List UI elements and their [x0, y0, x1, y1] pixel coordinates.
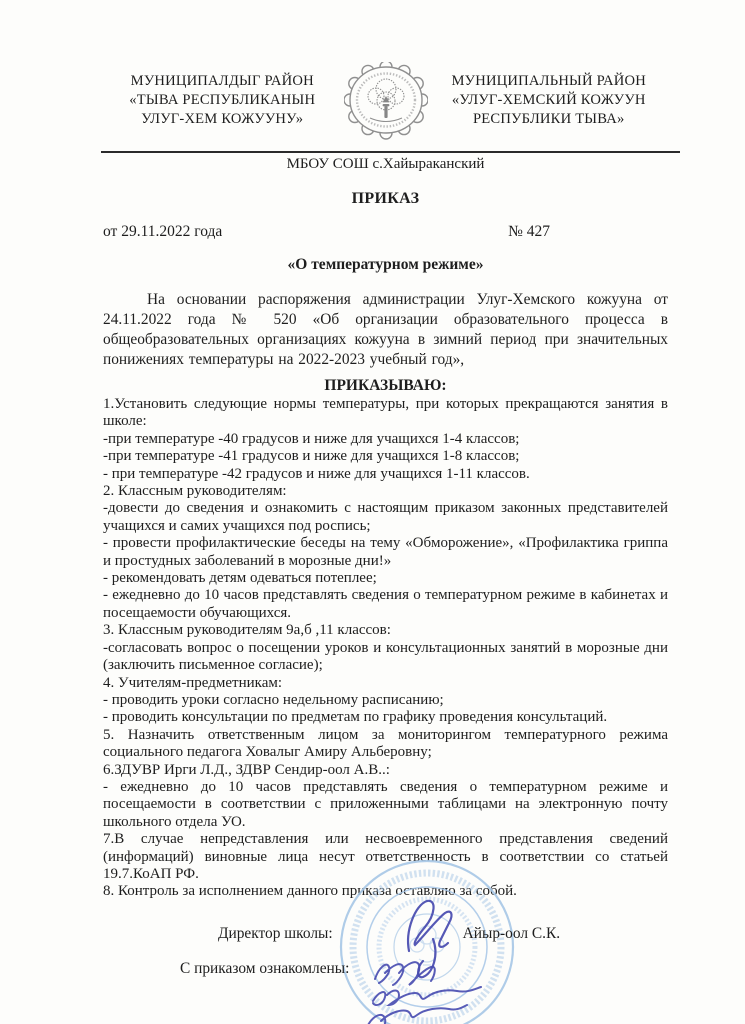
order-item-8: 8. Контроль за исполнением данного приказа оставляю за собой. [103, 883, 517, 900]
acknowledged-label: С приказом ознакомлены: [180, 959, 350, 977]
order-item-3a: -согласовать вопрос о посещении уроков и консультационных занятий в морозные дни (заключить письменное согласие); [103, 639, 668, 674]
order-item-6: 6.ЗДУВР Ирги Л.Д., ЗДВР Сендир-оол А.В..: [103, 761, 390, 778]
org-right-line2: «УЛУГ-ХЕМСКИЙ КОЖУУН [451, 92, 646, 108]
signature-block [103, 925, 668, 978]
org-left-line3: УЛУГ-ХЕМ КОЖУУНУ» [141, 111, 304, 127]
order-item-1a: -при температуре -40 градусов и ниже для учащихся 1-4 классов; [103, 430, 520, 447]
org-name-tuvan [103, 68, 342, 129]
director-label: Директор школы: [218, 924, 333, 942]
order-item-4: 4. Учителям-предметникам: [103, 674, 283, 691]
org-left-line2: «ТЫВА РЕСПУБЛИКАНЫН [129, 92, 316, 108]
org-left-line1: МУНИЦИПАЛДЫГ РАЙОН [130, 73, 314, 89]
coat-of-arms-icon [342, 62, 430, 142]
order-item-2d: - ежедневно до 10 часов представлять сведения о температурном режиме в кабинетах и посещаемости обучающихся. [103, 587, 668, 621]
order-item-1b: -при температуре -41 градусов и ниже для учащихся 1-8 классов; [103, 448, 520, 465]
org-right-line3: РЕСПУБЛИКИ ТЫВА» [472, 111, 625, 127]
order-item-4a: - проводить уроки согласно недельному расписанию; [103, 691, 444, 708]
order-item-2: 2. Классным руководителям: [103, 483, 287, 500]
org-right-line1: МУНИЦИПАЛЬНЫЙ РАЙОН [451, 73, 646, 89]
school-name: МБОУ СОШ с.Хайыраканский [286, 156, 485, 172]
order-item-3: 3. Классным руководителям 9а,б ,11 классов: [103, 622, 391, 639]
order-subject: «О температурном режиме» [287, 256, 484, 273]
acknowledged-row [180, 960, 668, 978]
order-item-5: 5. Назначить ответственным лицом за мониторингом температурного режима социального педагога Ховалыг Амиру Альберовну; [103, 726, 668, 761]
letterhead-divider [101, 151, 680, 153]
order-item-2b: - провести профилактические беседы на тему «Обморожение», «Профилактика гриппа и простудных заболеваний в морозные дни!» [103, 535, 668, 569]
order-item-4b: - проводить консультации по предметам по графику проведения консультаций. [103, 709, 608, 726]
order-items [103, 396, 668, 901]
org-name-russian [430, 68, 669, 129]
order-item-6a: - ежедневно до 10 часов представлять сведения о температурном режиме и посещаемости в соответствии с приложенными таблицами на электронную почту школьного отдела УО. [103, 778, 668, 830]
order-date: от 29.11.2022 года [103, 223, 223, 240]
letterhead [103, 68, 668, 142]
order-item-7: 7.В случае непредставления или несвоевременного представления сведений (информаций) виновные лица несут ответственность в соответствии со статьей 19.7.КоАП РФ. [103, 831, 668, 882]
preamble-paragraph: На основании распоряжения администрации Улуг-Хемского кожууна от 24.11.2022 года № 520 «Об организации образовательного процесса в общеобразовательных организациях кожууна в зимний период при значительных понижениях температуры на 2022-2023 учебный год», [103, 291, 668, 368]
order-item-1c: - при температуре -42 градусов и ниже для учащихся 1-11 классов. [103, 465, 530, 482]
director-signature-row [103, 925, 668, 943]
director-name: Айыр-оол С.К. [462, 924, 561, 942]
order-number: № 427 [508, 223, 550, 240]
order-item-2c: - рекомендовать детям одеваться потеплее; [103, 570, 377, 587]
order-item-1: 1.Установить следующие нормы температуры, при которых прекращаются занятия в школе: [103, 396, 668, 430]
date-number-line [103, 223, 668, 241]
document-title: ПРИКАЗ [351, 190, 420, 207]
order-item-2a: -довести до сведения и ознакомить с настоящим приказом законных представителей учащихся и самих учащихся под роспись; [103, 500, 668, 534]
directive-heading: ПРИКАЗЫВАЮ: [324, 377, 447, 394]
